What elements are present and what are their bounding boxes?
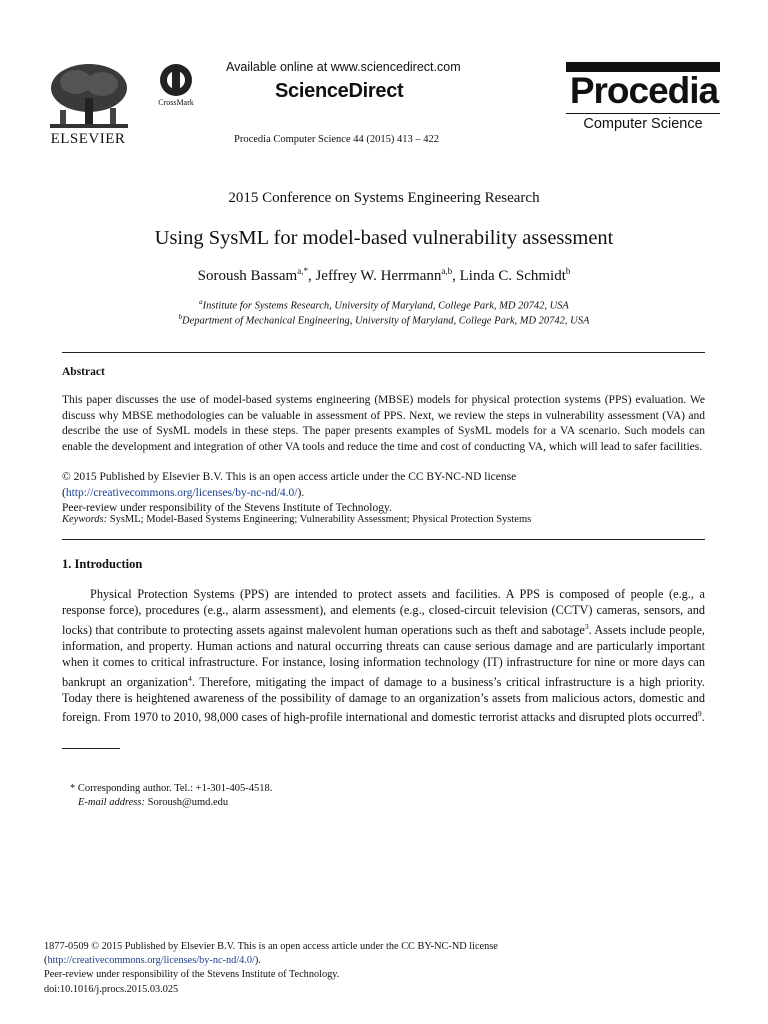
abstract-heading: Abstract (62, 366, 105, 378)
bottom-license-link[interactable]: http://creativecommons.org/licenses/by-nc-nd/4.0/ (47, 955, 255, 967)
bottom-license-line (44, 954, 724, 968)
author-name: Jeffrey W. Herrmann (315, 268, 442, 284)
keywords-text: SysML; Model-Based Systems Engineering; Vulnerability Assessment; Physical Protection Systems (107, 514, 532, 525)
intro-text-part: Physical Protection Systems (PPS) are intended to protect assets and facilities. A PPS is composed of people (e.g., a response force), procedures (e.g., alarm assessment), and elements (e.g., closed-circuit television (CCTV) cameras, sensors, and locks) that contribute to protecting assets against malevolent human operations such as theft and sabotage (62, 587, 705, 637)
license-line (62, 486, 705, 502)
elsevier-tree-logo (46, 60, 132, 132)
available-online-text: Available online at www.sciencedirect.com (226, 60, 461, 74)
bottom-copyright-block (44, 940, 724, 997)
copyright-line: © 2015 Published by Elsevier B.V. This is an open access article under the CC BY-NC-ND license (62, 471, 517, 483)
paper-title: Using SysML for model-based vulnerability assessment (154, 227, 614, 249)
affiliation-mark: a (199, 298, 203, 306)
author-name: Soroush Bassam (197, 268, 298, 284)
sciencedirect-logo-text: ScienceDirect (275, 80, 404, 102)
author-affiliation-mark: b (565, 266, 571, 276)
intro-text-part: . Assets include people, information, and property. Human actions and natural occurring threats can cause serious damage and are particularly important when it comes to critical infrastructure. For instance, losing information technology (IT) infrastructure for nine or more days can bankrupt an organization (62, 622, 705, 689)
peer-review-line: Peer-review under responsibility of the Stevens Institute of Technology. (62, 502, 392, 515)
citation-ref[interactable]: 3 (584, 621, 589, 631)
author-name: Linda C. Schmidt (459, 268, 566, 284)
email-note (78, 797, 228, 808)
corresponding-mark: * (303, 266, 308, 276)
license-link[interactable]: http://creativecommons.org/licenses/by-nc-nd/4.0/ (65, 486, 298, 499)
abstract-top-rule (62, 352, 705, 353)
section-heading-introduction: 1. Introduction (62, 557, 143, 571)
abstract-license-block (62, 470, 705, 517)
procedia-subtitle: Computer Science (583, 116, 703, 132)
procedia-logo-text: Procedia (569, 70, 719, 111)
author-list (0, 266, 768, 285)
paren-open: ( (44, 955, 48, 967)
email-address[interactable]: Soroush@umd.edu (144, 797, 229, 808)
author-separator: , (452, 268, 460, 284)
introduction-paragraph (62, 586, 705, 726)
citation-ref[interactable]: 4 (188, 673, 192, 683)
affiliation-text: Department of Mechanical Engineering, University of Maryland, College Park, MD 20742, USA (182, 315, 590, 327)
paren-close: ). (254, 955, 261, 967)
conference-name: 2015 Conference on Systems Engineering Research (228, 190, 540, 206)
issn-copyright-line: 1877-0509 © 2015 Published by Elsevier B.V. This is an open access article under the CC BY-NC-ND license (44, 941, 498, 952)
email-label: E-mail address: (78, 797, 145, 808)
abstract-bottom-rule (62, 539, 705, 540)
corresponding-author-note: * Corresponding author. Tel.: +1-301-405-4518. (70, 783, 273, 794)
footnote-rule (62, 748, 120, 749)
affiliation-a (0, 298, 768, 312)
affiliation-text: Institute for Systems Research, University of Maryland, College Park, MD 20742, USA (202, 300, 569, 312)
paren-open: ( (62, 486, 66, 499)
author-affiliation-mark: a, (297, 266, 304, 276)
affiliation-b (0, 313, 768, 327)
bottom-peer-review-line: Peer-review under responsibility of the Stevens Institute of Technology. (44, 969, 340, 981)
intro-text-part: . Therefore, mitigating the impact of damage to a business’s critical infrastructure is a high priority. Today there is heightened awareness of the possibility of damage to an organization’s assets from malicious actors, domestic and foreign. From 1970 to 2010, 98,000 cases of high-profile international and domestic terrorist attacks and disrupted plots occurred (62, 674, 705, 725)
author-affiliation-mark: a,b (441, 266, 453, 276)
intro-text-part: . (701, 710, 705, 725)
keywords-line (62, 514, 705, 525)
paren-close: ). (297, 486, 305, 499)
procedia-divider (566, 113, 720, 114)
journal-citation: Procedia Computer Science 44 (2015) 413 – 422 (234, 134, 439, 145)
crossmark-label: CrossMark (158, 98, 194, 107)
doi-line[interactable]: doi:10.1016/j.procs.2015.03.025 (44, 983, 179, 995)
author-separator: , (307, 268, 316, 284)
affiliation-mark: b (178, 313, 183, 321)
abstract-body: This paper discusses the use of model-based systems engineering (MBSE) models for physical protection systems (PPS) evaluation. We discuss why MBSE methodologies can be valuable in assessment of PPS. Next, we review the steps in vulnerability assessment (VA) and describe the use of SysML models in these steps. The paper presents examples of SysML models for a VA scenario. Such models can enable the development and integration of other VA tools and reduce the time and cost of conducting VA, which will lead to safer facilities. (62, 394, 705, 453)
citation-ref[interactable]: 9 (697, 709, 702, 719)
keywords-label: Keywords: (62, 514, 108, 525)
publisher-name: ELSEVIER (50, 131, 126, 147)
